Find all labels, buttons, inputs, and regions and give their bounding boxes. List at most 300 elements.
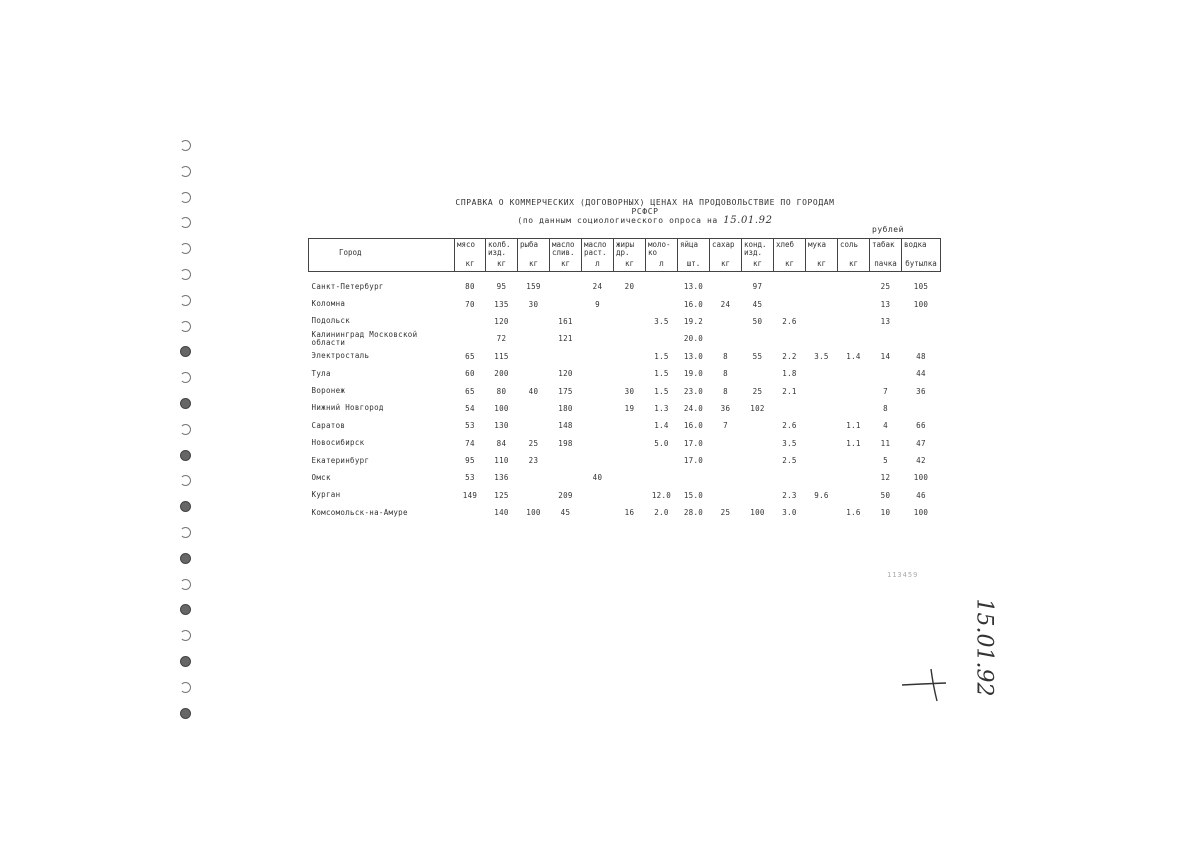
column-header-label: Город xyxy=(339,248,362,257)
price-cell: 1.3 xyxy=(654,403,669,413)
price-cell: 14 xyxy=(880,351,891,361)
price-cell xyxy=(678,469,710,486)
column-header xyxy=(518,239,550,272)
price-cell: 2.1 xyxy=(782,386,797,396)
price-cell: 100 xyxy=(494,403,509,413)
column-header xyxy=(806,239,838,272)
price-cell: 115 xyxy=(494,351,509,361)
price-cell: 16.0 xyxy=(683,299,704,309)
city-name-cell: Саратов xyxy=(311,420,346,430)
price-cell xyxy=(614,313,646,330)
binder-hole xyxy=(180,450,191,461)
price-cell xyxy=(774,278,806,295)
price-cell xyxy=(518,417,550,434)
price-cell: 100 xyxy=(750,508,765,518)
faded-stamp: 113459 xyxy=(887,571,919,579)
table-header-row xyxy=(309,239,941,272)
price-cell: 25 xyxy=(720,508,731,518)
city-name-cell: Комсомольск-на-Амуре xyxy=(311,507,408,517)
price-cell: 198 xyxy=(558,438,573,448)
price-cell: 1.4 xyxy=(654,421,669,431)
price-cell: 74 xyxy=(465,438,475,448)
price-cell xyxy=(742,469,774,486)
price-cell: 25 xyxy=(880,282,891,292)
city-name-cell: Нижний Новгород xyxy=(311,403,384,413)
price-cell xyxy=(774,400,806,417)
price-cell: 8 xyxy=(723,386,728,396)
price-cell xyxy=(582,417,614,434)
price-cell: 40 xyxy=(592,473,603,483)
city-name-cell: Омск xyxy=(311,472,331,482)
price-cell xyxy=(710,330,742,347)
price-cell xyxy=(582,400,614,417)
price-cell xyxy=(582,487,614,504)
price-cell: 19.2 xyxy=(683,316,704,326)
prices-table xyxy=(308,238,941,521)
table-row xyxy=(309,365,941,382)
price-cell: 2.5 xyxy=(782,456,797,466)
price-cell: 12.0 xyxy=(651,490,672,500)
price-cell: 5.0 xyxy=(654,438,669,448)
binder-hole xyxy=(180,475,191,486)
price-cell: 10 xyxy=(880,508,891,518)
table-row xyxy=(309,452,941,469)
price-cell: 2.6 xyxy=(782,421,797,431)
price-cell: 24 xyxy=(592,282,603,292)
price-cell: 100 xyxy=(913,508,929,518)
price-cell: 8 xyxy=(723,351,728,361)
binder-hole xyxy=(180,346,191,357)
price-cell: 180 xyxy=(558,403,573,413)
price-cell: 3.0 xyxy=(782,508,797,518)
column-header xyxy=(455,239,486,272)
binder-hole xyxy=(180,321,191,332)
binder-hole xyxy=(180,372,191,383)
price-cell: 2.3 xyxy=(782,490,797,500)
price-cell: 1.1 xyxy=(846,438,861,448)
price-cell: 53 xyxy=(465,421,475,431)
price-cell xyxy=(646,469,678,486)
price-cell xyxy=(614,435,646,452)
column-header-label: табак xyxy=(872,240,895,249)
price-cell xyxy=(870,330,902,347)
price-cell: 24.0 xyxy=(683,403,704,413)
price-cell xyxy=(742,487,774,504)
price-cell: 200 xyxy=(494,369,509,379)
price-cell: 36 xyxy=(720,403,731,413)
column-header-unit: кг xyxy=(720,259,731,268)
price-cell xyxy=(710,452,742,469)
price-cell: 2.0 xyxy=(654,508,669,518)
price-cell: 13.0 xyxy=(683,351,704,361)
table-row xyxy=(309,435,941,452)
price-cell: 66 xyxy=(916,421,926,431)
price-cell: 2.2 xyxy=(782,351,797,361)
price-cell xyxy=(582,365,614,382)
price-cell: 1.5 xyxy=(654,369,669,379)
price-cell xyxy=(902,330,941,347)
price-cell: 70 xyxy=(465,299,475,309)
price-cell: 2.6 xyxy=(782,316,797,326)
binder-hole xyxy=(180,630,191,641)
column-header-unit: кг xyxy=(496,259,507,268)
price-cell: 13 xyxy=(880,316,891,326)
price-cell: 175 xyxy=(558,386,573,396)
price-cell: 1.4 xyxy=(846,351,861,361)
price-cell: 19 xyxy=(624,403,635,413)
column-header-unit: кг xyxy=(752,259,763,268)
table-row xyxy=(309,278,941,295)
price-cell: 40 xyxy=(528,386,539,396)
price-cell xyxy=(838,330,870,347)
table-row xyxy=(309,348,941,365)
city-name-cell: Тула xyxy=(311,368,331,378)
price-cell: 45 xyxy=(560,508,571,518)
price-cell: 97 xyxy=(752,282,763,292)
price-cell: 1.5 xyxy=(654,386,669,396)
binder-hole xyxy=(180,192,191,203)
price-cell: 100 xyxy=(913,473,929,483)
price-cell: 130 xyxy=(494,421,509,431)
price-cell xyxy=(614,487,646,504)
price-cell xyxy=(806,400,838,417)
price-cell xyxy=(710,487,742,504)
city-name-cell: Подольск xyxy=(311,316,351,326)
price-cell xyxy=(518,400,550,417)
column-header-unit: кг xyxy=(816,259,827,268)
price-cell: 9 xyxy=(595,299,600,309)
city-name-cell: Калининград Московской области xyxy=(311,329,418,347)
title-line-2-text: (по данным социологического опроса на xyxy=(517,216,718,225)
price-cell: 11 xyxy=(880,438,891,448)
price-cell xyxy=(806,417,838,434)
price-cell: 121 xyxy=(558,334,573,344)
price-cell: 80 xyxy=(496,386,507,396)
price-cell: 105 xyxy=(913,282,929,292)
price-cell xyxy=(550,452,582,469)
price-cell: 7 xyxy=(723,421,728,431)
price-cell: 140 xyxy=(494,508,509,518)
price-cell: 3.5 xyxy=(782,438,797,448)
price-cell: 53 xyxy=(465,473,475,483)
table-row xyxy=(309,469,941,486)
price-cell xyxy=(838,295,870,312)
title-line-2 xyxy=(440,216,850,225)
price-cell: 30 xyxy=(624,386,635,396)
price-cell: 161 xyxy=(558,316,573,326)
column-header-label: соль xyxy=(840,240,859,249)
column-header xyxy=(870,239,902,272)
handwritten-plus-mark xyxy=(900,665,950,705)
column-header-unit: кг xyxy=(784,259,795,268)
price-cell: 80 xyxy=(465,282,475,292)
price-cell xyxy=(455,504,486,521)
price-cell: 95 xyxy=(465,456,475,466)
column-header-unit: кг xyxy=(528,259,539,268)
city-name-cell: Курган xyxy=(311,490,341,500)
price-cell xyxy=(550,348,582,365)
column-header xyxy=(678,239,710,272)
price-cell xyxy=(582,313,614,330)
price-cell xyxy=(518,313,550,330)
binder-hole xyxy=(180,269,191,280)
price-cell: 17.0 xyxy=(683,438,704,448)
price-cell: 125 xyxy=(494,490,509,500)
price-cell: 159 xyxy=(526,282,541,292)
price-cell xyxy=(838,469,870,486)
column-header-label: конд. изд. xyxy=(744,240,767,257)
price-cell xyxy=(550,278,582,295)
binder-hole xyxy=(180,217,191,228)
column-header-label: водка xyxy=(904,240,927,249)
price-cell xyxy=(774,330,806,347)
handwritten-margin-date: 15.01.92 xyxy=(971,598,997,697)
price-cell xyxy=(870,365,902,382)
price-cell: 209 xyxy=(558,490,573,500)
price-cell xyxy=(582,330,614,347)
price-cell xyxy=(806,313,838,330)
title-line-1: СПРАВКА О КОММЕРЧЕСКИХ (ДОГОВОРНЫХ) ЦЕНАХ НА ПРОДОВОЛЬСТВИЕ ПО ГОРОДАМ РСФСР xyxy=(455,198,835,216)
column-header-label: колб. изд. xyxy=(488,240,511,257)
price-cell xyxy=(455,313,486,330)
price-cell xyxy=(646,295,678,312)
column-header-label: мясо xyxy=(457,240,476,249)
price-cell: 84 xyxy=(496,438,507,448)
price-cell xyxy=(582,504,614,521)
price-cell: 12 xyxy=(880,473,891,483)
price-cell: 4 xyxy=(883,421,888,431)
price-cell: 1.6 xyxy=(846,508,861,518)
price-cell xyxy=(838,278,870,295)
binder-hole xyxy=(180,682,191,693)
column-header-unit: кг xyxy=(465,259,475,268)
binder-hole xyxy=(180,295,191,306)
price-cell: 120 xyxy=(558,369,573,379)
price-cell: 13.0 xyxy=(683,282,704,292)
price-cell: 50 xyxy=(752,316,763,326)
price-cell xyxy=(806,504,838,521)
price-cell: 100 xyxy=(913,299,929,309)
price-cell xyxy=(838,452,870,469)
price-cell: 23.0 xyxy=(683,386,704,396)
column-header-unit: бутылка xyxy=(905,259,937,268)
price-cell: 24 xyxy=(720,299,731,309)
price-cell: 50 xyxy=(880,490,891,500)
price-cell: 47 xyxy=(916,438,926,448)
price-cell xyxy=(614,295,646,312)
price-cell: 45 xyxy=(752,299,763,309)
binder-hole xyxy=(180,604,191,615)
price-cell: 8 xyxy=(723,369,728,379)
price-cell xyxy=(614,417,646,434)
price-cell xyxy=(550,469,582,486)
price-cell xyxy=(614,330,646,347)
price-cell: 13 xyxy=(880,299,891,309)
city-name-cell: Екатеринбург xyxy=(311,455,370,465)
price-cell: 7 xyxy=(883,386,888,396)
price-cell xyxy=(838,487,870,504)
price-cell: 44 xyxy=(916,369,926,379)
price-cell xyxy=(518,330,550,347)
price-cell xyxy=(806,469,838,486)
binder-hole xyxy=(180,708,191,719)
column-header-city xyxy=(309,239,455,272)
price-cell xyxy=(614,469,646,486)
price-cell xyxy=(838,365,870,382)
column-header-label: масло раст. xyxy=(584,240,607,257)
price-cell: 8 xyxy=(883,403,888,413)
column-header-label: масло слив. xyxy=(552,240,575,257)
price-cell: 60 xyxy=(465,369,475,379)
price-cell: 136 xyxy=(494,473,509,483)
column-header-unit: кг xyxy=(560,259,571,268)
column-header-unit: л xyxy=(595,259,600,268)
city-name-cell: Новосибирск xyxy=(311,438,365,448)
price-cell xyxy=(742,452,774,469)
price-cell xyxy=(646,278,678,295)
price-cell: 30 xyxy=(528,299,539,309)
price-cell xyxy=(774,469,806,486)
column-header-label: мука xyxy=(808,240,827,249)
binder-hole xyxy=(180,527,191,538)
price-cell: 16.0 xyxy=(683,421,704,431)
price-cell xyxy=(902,400,941,417)
price-cell: 1.8 xyxy=(782,369,797,379)
binder-hole xyxy=(180,656,191,667)
city-name-cell: Воронеж xyxy=(311,386,346,396)
binder-hole xyxy=(180,243,191,254)
city-name-cell: Электросталь xyxy=(311,351,370,361)
price-cell xyxy=(806,278,838,295)
column-header-unit: пачка xyxy=(874,259,897,268)
column-header-label: яйца xyxy=(680,240,699,249)
price-cell xyxy=(455,330,486,347)
price-cell xyxy=(710,278,742,295)
price-cell xyxy=(806,435,838,452)
price-cell: 15.0 xyxy=(683,490,704,500)
price-cell xyxy=(518,487,550,504)
currency-units-label: рублей xyxy=(872,225,904,234)
price-cell xyxy=(806,452,838,469)
price-cell xyxy=(742,435,774,452)
table-row xyxy=(309,330,941,347)
price-cell: 120 xyxy=(494,316,509,326)
price-cell xyxy=(838,313,870,330)
price-cell xyxy=(646,330,678,347)
price-cell: 149 xyxy=(462,490,478,500)
column-header-unit: кг xyxy=(624,259,635,268)
city-name-cell: Коломна xyxy=(311,299,346,309)
price-cell: 28.0 xyxy=(683,508,704,518)
table-row xyxy=(309,417,941,434)
price-cell: 36 xyxy=(916,386,926,396)
price-cell xyxy=(742,417,774,434)
binder-hole xyxy=(180,553,191,564)
price-cell xyxy=(902,313,941,330)
column-header-unit: шт. xyxy=(686,259,701,268)
table-row xyxy=(309,400,941,417)
price-cell: 9.6 xyxy=(814,490,829,500)
binder-hole xyxy=(180,424,191,435)
price-cell: 1.1 xyxy=(846,421,861,431)
table-row xyxy=(309,487,941,504)
price-cell: 135 xyxy=(494,299,509,309)
price-cell xyxy=(838,400,870,417)
price-cell xyxy=(806,330,838,347)
price-cell: 5 xyxy=(883,456,888,466)
column-header-label: моло- ко xyxy=(648,240,671,257)
column-header-unit: кг xyxy=(848,259,859,268)
price-cell: 25 xyxy=(752,386,763,396)
price-cell: 110 xyxy=(494,456,509,466)
price-cell: 65 xyxy=(465,351,475,361)
table-row xyxy=(309,382,941,399)
price-cell xyxy=(742,330,774,347)
price-cell xyxy=(806,295,838,312)
price-cell xyxy=(582,382,614,399)
price-cell xyxy=(582,435,614,452)
column-header xyxy=(838,239,870,272)
price-cell: 1.5 xyxy=(654,351,669,361)
table-row xyxy=(309,504,941,521)
price-cell: 148 xyxy=(558,421,573,431)
column-header xyxy=(550,239,582,272)
price-cell: 17.0 xyxy=(683,456,704,466)
price-cell xyxy=(710,313,742,330)
column-header xyxy=(646,239,678,272)
price-cell: 3.5 xyxy=(814,351,829,361)
price-cell xyxy=(518,348,550,365)
price-cell xyxy=(614,452,646,469)
binder-hole xyxy=(180,398,191,409)
price-cell xyxy=(614,348,646,365)
price-cell: 55 xyxy=(752,351,763,361)
price-cell: 48 xyxy=(916,351,926,361)
price-cell: 42 xyxy=(916,456,926,466)
price-cell: 100 xyxy=(526,508,541,518)
price-cell: 20 xyxy=(624,282,635,292)
price-cell xyxy=(518,469,550,486)
price-cell: 3.5 xyxy=(654,316,669,326)
city-name-cell: Санкт-Петербург xyxy=(311,281,384,291)
price-cell: 16 xyxy=(624,508,635,518)
price-cell: 46 xyxy=(916,490,926,500)
price-cell xyxy=(582,348,614,365)
table-row xyxy=(309,295,941,312)
price-cell xyxy=(806,382,838,399)
price-cell xyxy=(806,365,838,382)
column-header-label: рыба xyxy=(520,240,539,249)
column-header-unit: л xyxy=(659,259,664,268)
binder-hole xyxy=(180,579,191,590)
price-cell xyxy=(710,435,742,452)
price-cell: 54 xyxy=(465,403,475,413)
price-cell xyxy=(614,365,646,382)
table-body xyxy=(309,272,941,522)
price-cell xyxy=(646,452,678,469)
column-header xyxy=(710,239,742,272)
document-title xyxy=(440,198,850,225)
column-header xyxy=(902,239,941,272)
price-cell: 72 xyxy=(496,334,507,344)
column-header xyxy=(774,239,806,272)
column-header xyxy=(614,239,646,272)
handwritten-title-date: 15.01.92 xyxy=(723,215,773,226)
column-header xyxy=(486,239,518,272)
price-cell: 23 xyxy=(528,456,539,466)
price-cell: 25 xyxy=(528,438,539,448)
price-cell: 102 xyxy=(750,403,765,413)
